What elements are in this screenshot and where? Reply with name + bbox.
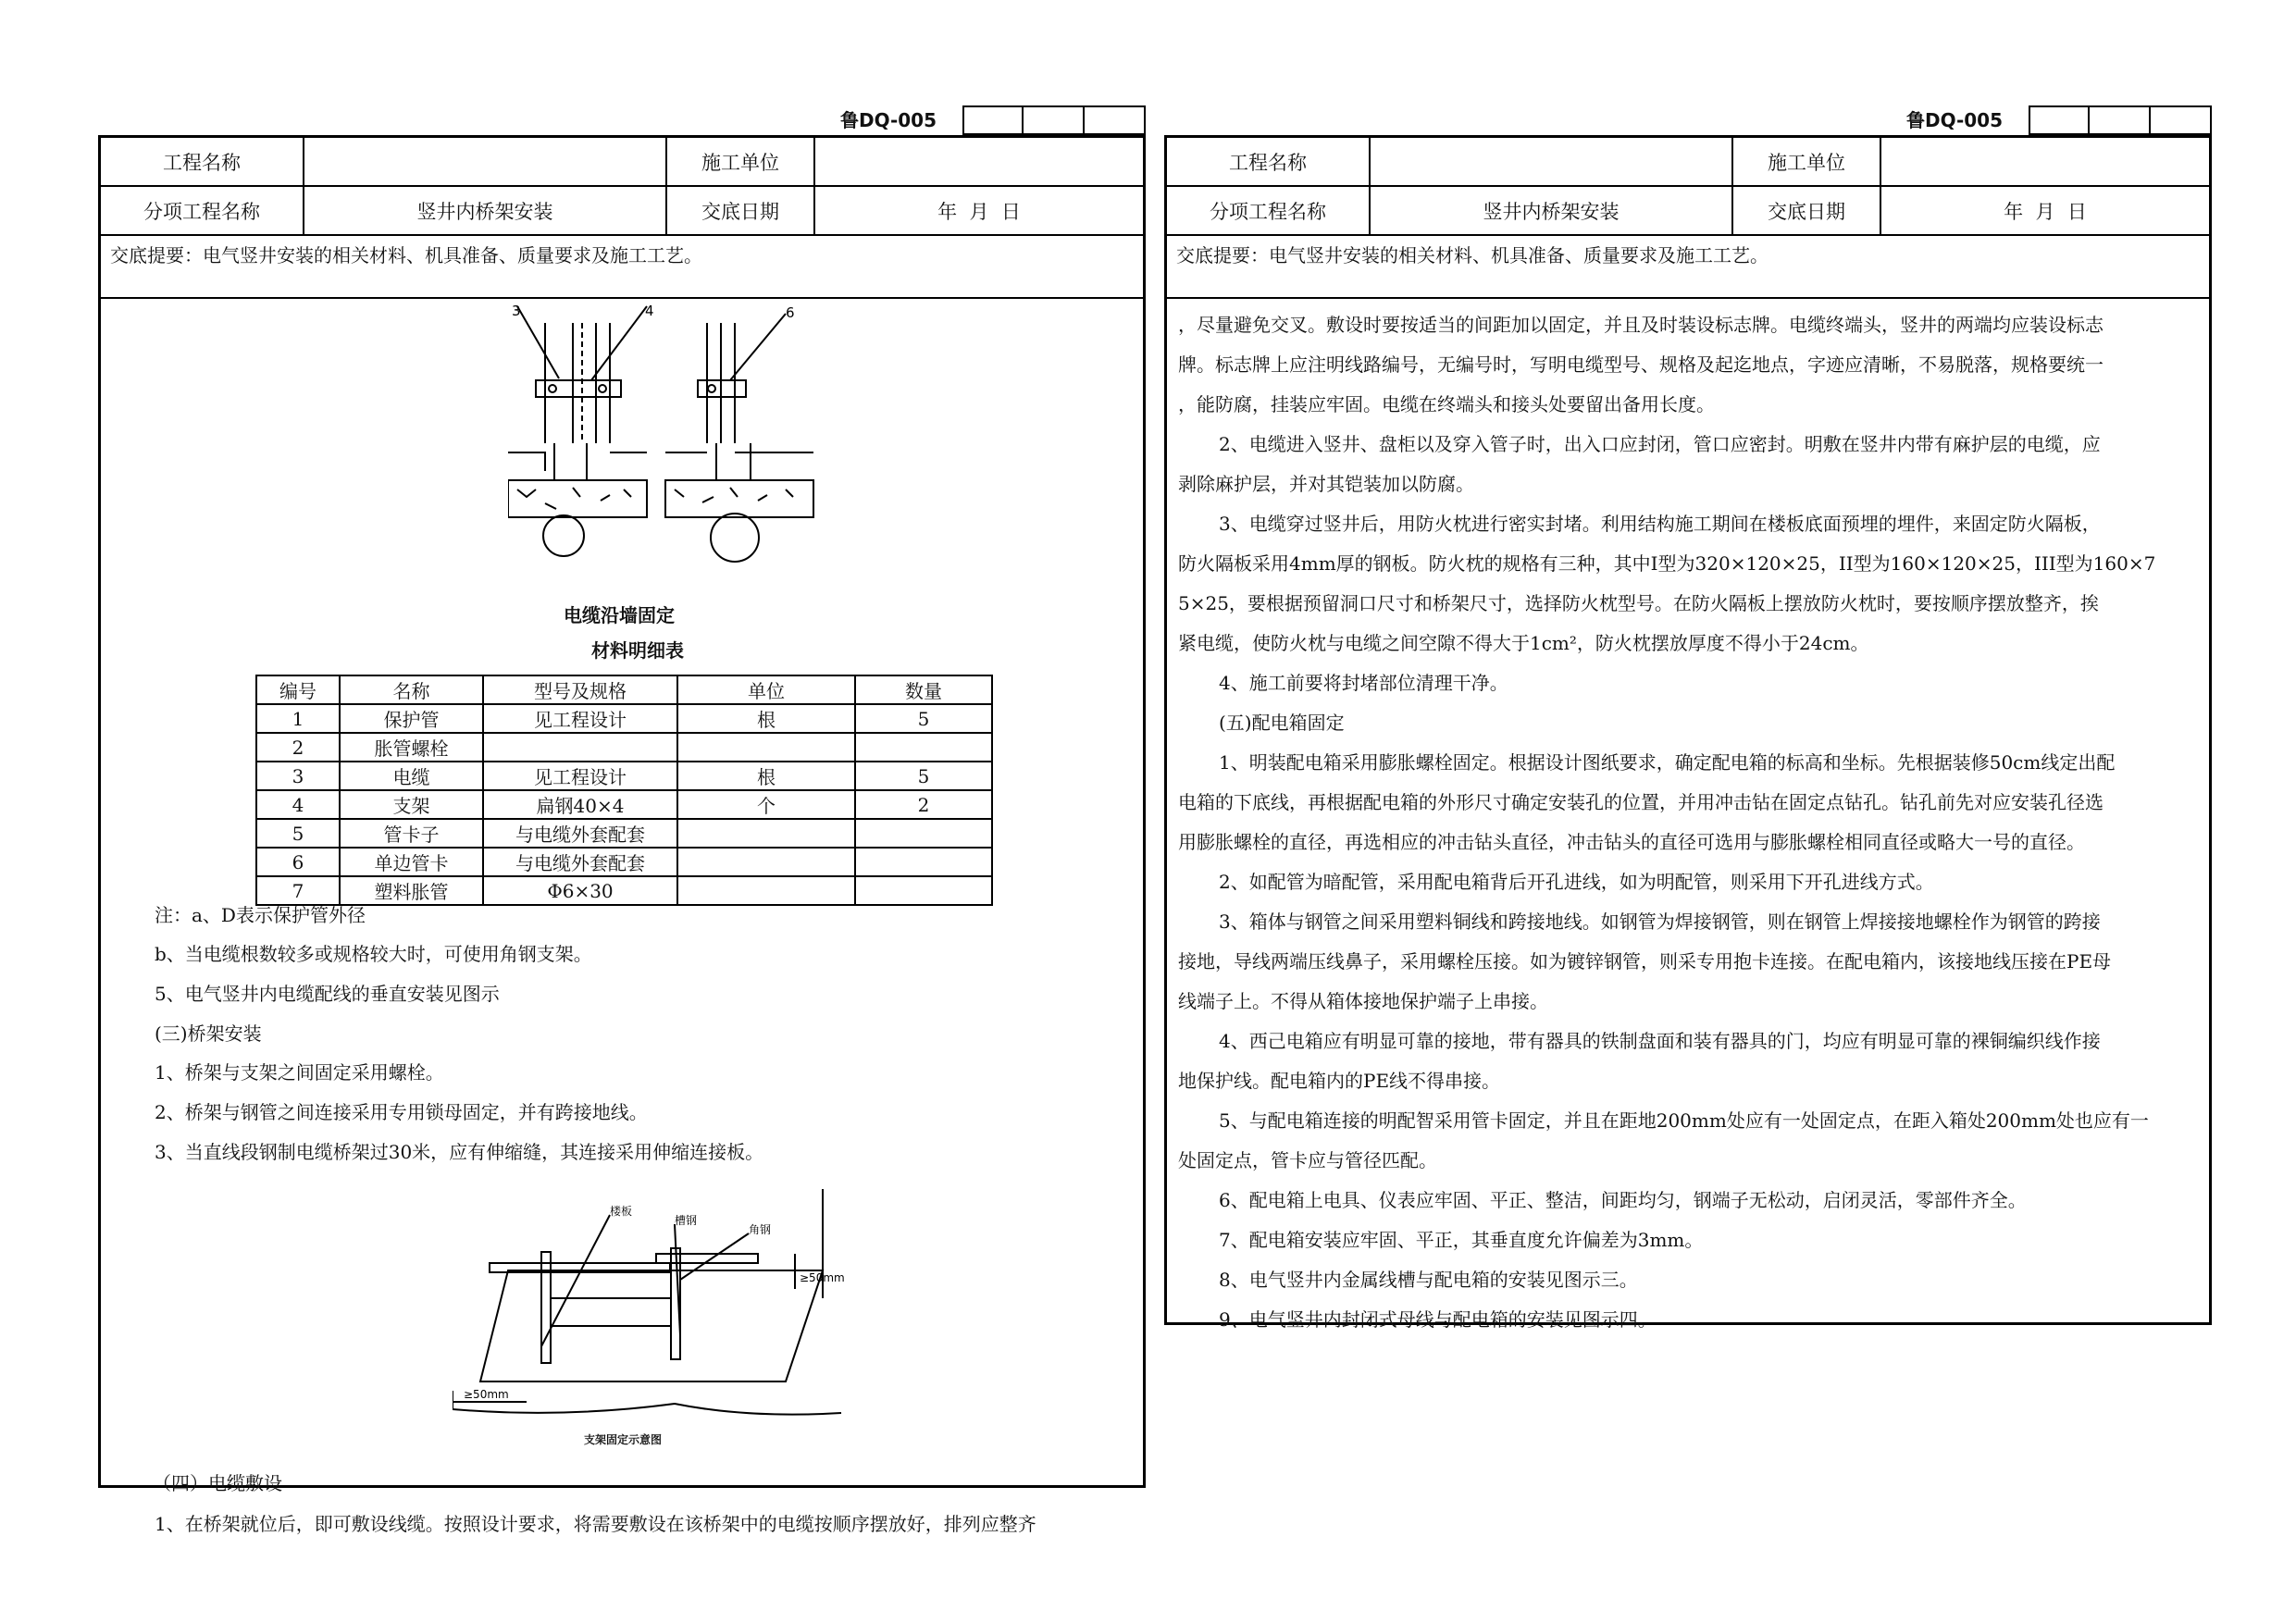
body-line: 5×25，要根据预留洞口尺寸和桥架尺寸，选择防火枕型号。在防火隔板上摆放防火枕时，要按顺序摆放整齐，挨 (1178, 592, 2099, 614)
cell-qty (855, 733, 992, 762)
cell-qty (855, 876, 992, 905)
cell-id: 1 (256, 704, 340, 733)
section3-item-2: 2、桥架与钢管之间连接采用专用锁母固定，并有跨接地线。 (155, 1101, 648, 1123)
th-id: 编号 (256, 675, 340, 704)
cell-qty: 2 (855, 790, 992, 819)
right-form-frame (1164, 135, 2212, 1331)
cell-name: 电缆 (340, 762, 483, 790)
body-line: 3、电缆穿过竖井后，用防火枕进行密实封堵。利用结构施工期间在楼板底面预埋的埋件，来固定防火隔板， (1219, 513, 2101, 535)
note-a: 注：a、D表示保护管外径 (155, 904, 366, 926)
cell-name: 保护管 (340, 704, 483, 733)
cell-qty (855, 819, 992, 848)
sub-project-value: 竖井内桥架安装 (1371, 187, 1733, 234)
table-row (256, 790, 992, 819)
sub-project-value: 竖井内桥架安装 (304, 187, 667, 234)
section4-title: （四）电缆敷设 (153, 1472, 282, 1494)
header-row-1 (1167, 138, 2209, 187)
cell-spec: 与电缆外套配套 (483, 848, 677, 876)
header-row-2 (101, 187, 1143, 236)
doc-code: 鲁DQ-005 (839, 109, 937, 131)
body-line: 4、施工前要将封堵部位清理干净。 (1219, 672, 1508, 694)
note-b: b、当电缆根数较多或规格较大时，可使用角钢支架。 (155, 943, 592, 965)
material-table (255, 675, 993, 906)
doc-code-row (1906, 105, 2212, 135)
fig2-dim1: ≥50mm (800, 1271, 845, 1284)
cell-id: 5 (256, 819, 340, 848)
cell-spec: 见工程设计 (483, 762, 677, 790)
cell-unit: 个 (677, 790, 855, 819)
body-line: 电箱的下底线，再根据配电箱的外形尺寸确定安装孔的位置，并用冲击钻在固定点钻孔。钻孔前先对应安装孔径选 (1178, 791, 2104, 813)
header-row-1 (101, 138, 1143, 187)
table-title: 材料明细表 (591, 639, 684, 662)
fig1-label-4: 4 (645, 304, 654, 319)
project-name-value (1371, 138, 1733, 185)
body-line: 4、西己电箱应有明显可靠的接地，带有器具的铁制盘面和装有器具的门，均应有明显可靠的裸铜编织线作接 (1219, 1030, 2101, 1052)
th-name: 名称 (340, 675, 483, 704)
section3-item-3: 3、当直线段钢制电缆桥架过30米，应有伸缩缝，其连接采用伸缩连接板。 (155, 1141, 764, 1163)
cell-id: 3 (256, 762, 340, 790)
date-value: 年 月 日 (937, 200, 1021, 223)
code-box (962, 105, 1024, 135)
table-row (256, 848, 992, 876)
body-line: 1、明装配电箱采用膨胀螺栓固定。根据设计图纸要求，确定配电箱的标高和坐标。先根据装修50cm线定出配 (1219, 751, 2116, 774)
date-label: 交底日期 (1733, 187, 1881, 234)
fig2-dim2: ≥50mm (464, 1388, 509, 1401)
body-line: 牌。标志牌上应注明线路编号，无编号时，写明电缆型号、规格及起迄地点，字迹应清晰，不易脱落，规格要统一 (1178, 353, 2104, 376)
cell-qty (855, 848, 992, 876)
summary: 交底提要：电气竖井安装的相关材料、机具准备、质量要求及施工工艺。 (1167, 236, 2209, 299)
fig1-label-6: 6 (786, 304, 795, 321)
cell-name: 单边管卡 (340, 848, 483, 876)
body-line: ，尽量避免交叉。敷设时要按适当的间距加以固定，并且及时装设标志牌。电缆终端头，竖井的两端均应装设标志 (1178, 314, 2104, 336)
cable-wall-fix-drawing (508, 304, 823, 573)
support-fixing-diagram (453, 1187, 860, 1428)
doc-code-row (840, 105, 1146, 135)
sub-project-label: 分项工程名称 (101, 187, 304, 234)
left-form-frame (98, 135, 1146, 1535)
fig2-channel-label: 槽钢 (675, 1214, 698, 1227)
body-line: 9、电气竖井内封闭式母线与配电箱的安装见图示四。 (1219, 1308, 1657, 1331)
body-line: 防火隔板采用4mm厚的钢板。防火枕的规格有三种，其中I型为320×120×25，II型为160×120×25，III型为160×7 (1178, 552, 2156, 575)
cell-id: 6 (256, 848, 340, 876)
doc-code: 鲁DQ-005 (1905, 109, 2003, 131)
project-name-value (304, 138, 667, 185)
cell-id: 2 (256, 733, 340, 762)
body-line: 8、电气竖井内金属线槽与配电箱的安装见图示三。 (1219, 1269, 1638, 1291)
date-label: 交底日期 (667, 187, 815, 234)
cell-unit (677, 876, 855, 905)
table-header-row (256, 675, 992, 704)
body-line: (五)配电箱固定 (1219, 712, 1345, 734)
body-line: 2、如配管为暗配管，采用配电箱背后开孔进线，如为明配管，则采用下开孔进线方式。 (1219, 871, 1934, 893)
construction-unit-value (1881, 138, 2209, 185)
cell-id: 7 (256, 876, 340, 905)
section3-item-1: 1、桥架与支架之间固定采用螺栓。 (155, 1061, 444, 1084)
code-box (2090, 105, 2151, 135)
body-line: 3、箱体与钢管之间采用塑料铜线和跨接地线。如钢管为焊接钢管，则在钢管上焊接接地螺栓作为钢管的跨接 (1219, 911, 2101, 933)
table-row (256, 876, 992, 905)
body-line: 用膨胀螺栓的直径，再选相应的冲击钻头直径，冲击钻头的直径可选用与膨胀螺栓相同直径或略大一号的直径。 (1178, 831, 2085, 853)
body-line: 紧电缆，使防火枕与电缆之间空隙不得大于1cm²，防火枕摆放厚度不得小于24cm。 (1178, 632, 1869, 654)
th-unit: 单位 (677, 675, 855, 704)
figure2-caption: 支架固定示意图 (584, 1433, 663, 1446)
cell-unit (677, 733, 855, 762)
cell-qty: 5 (855, 762, 992, 790)
body-line: 7、配电箱安装应牢固、平正，其垂直度允许偏差为3mm。 (1219, 1229, 1704, 1251)
fig2-floor-label: 楼板 (610, 1205, 633, 1218)
code-box (1085, 105, 1146, 135)
body-line: 地保护线。配电箱内的PE线不得串接。 (1178, 1070, 1501, 1092)
body-line: 5、与配电箱连接的明配智采用管卡固定，并且在距地200mm处应有一处固定点，在距入箱处200mm处也应有一 (1219, 1109, 2149, 1132)
body-line: 6、配电箱上电具、仪表应牢固、平正、整洁，间距均匀，钢端子无松动，启闭灵活，零部件齐全。 (1219, 1189, 2027, 1211)
code-box (2029, 105, 2090, 135)
body-line: 线端子上。不得从箱体接地保护端子上串接。 (1178, 990, 1548, 1012)
construction-unit-label: 施工单位 (1733, 138, 1881, 185)
fig2-angle-label: 角钢 (749, 1223, 772, 1236)
body-line: ，能防腐，挂装应牢固。电缆在终端头和接头处要留出备用长度。 (1178, 393, 1715, 415)
th-spec: 型号及规格 (483, 675, 677, 704)
th-qty: 数量 (855, 675, 992, 704)
cell-spec: 与电缆外套配套 (483, 819, 677, 848)
cell-spec: 见工程设计 (483, 704, 677, 733)
section3-title: (三)桥架安装 (155, 1022, 262, 1045)
summary: 交底提要：电气竖井安装的相关材料、机具准备、质量要求及施工工艺。 (101, 236, 1143, 299)
cell-name: 管卡子 (340, 819, 483, 848)
cell-name: 塑料胀管 (340, 876, 483, 905)
body-line: 2、电缆进入竖井、盘柜以及穿入管子时，出入口应封闭，管口应密封。明敷在竖井内带有麻护层的电缆，应 (1219, 433, 2101, 455)
code-box (2151, 105, 2212, 135)
cell-spec (483, 733, 677, 762)
project-name-label: 工程名称 (101, 138, 304, 185)
table-row (256, 733, 992, 762)
table-row (256, 762, 992, 790)
note-5: 5、电气竖井内电缆配线的垂直安装见图示 (155, 983, 500, 1005)
cell-spec: 扁钢40×4 (483, 790, 677, 819)
cell-name: 胀管螺栓 (340, 733, 483, 762)
date-value: 年 月 日 (2004, 200, 2087, 223)
cell-spec: Φ6×30 (483, 876, 677, 905)
cell-unit: 根 (677, 704, 855, 733)
fig1-label-3: 3 (512, 304, 521, 319)
cell-unit: 根 (677, 762, 855, 790)
cell-unit (677, 848, 855, 876)
cell-unit (677, 819, 855, 848)
project-name-label: 工程名称 (1167, 138, 1371, 185)
body-line: 处固定点，管卡应与管径匹配。 (1178, 1149, 1437, 1171)
code-box (1024, 105, 1085, 135)
table-row (256, 819, 992, 848)
construction-unit-label: 施工单位 (667, 138, 815, 185)
body-line: 接地，导线两端压线鼻子，采用螺栓压接。如为镀锌钢管，则采专用抱卡连接。在配电箱内，该接地线压接在PE母 (1178, 950, 2112, 973)
sub-project-label: 分项工程名称 (1167, 187, 1371, 234)
header-row-2 (1167, 187, 2209, 236)
figure1-title: 电缆沿墙固定 (564, 604, 675, 626)
construction-unit-value (815, 138, 1143, 185)
cell-name: 支架 (340, 790, 483, 819)
cell-qty: 5 (855, 704, 992, 733)
body-line: 剥除麻护层，并对其铠装加以防腐。 (1178, 473, 1474, 495)
section4-item-1: 1、在桥架就位后，即可敷设线缆。按照设计要求，将需要敷设在该桥架中的电缆按顺序摆放好，排列应整齐 (155, 1513, 1036, 1535)
cell-id: 4 (256, 790, 340, 819)
table-row (256, 704, 992, 733)
